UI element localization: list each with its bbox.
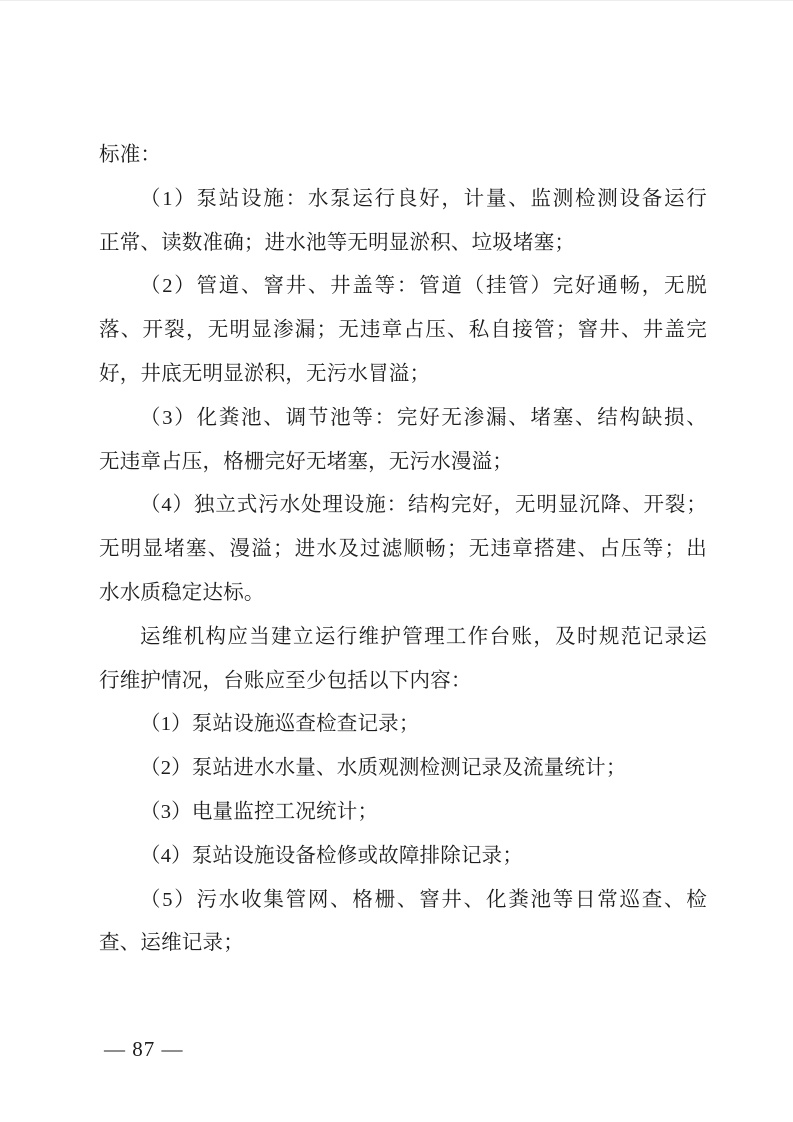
paragraph bbox=[99, 616, 707, 704]
paragraph bbox=[99, 134, 707, 178]
paragraph bbox=[99, 747, 707, 791]
paragraph bbox=[99, 703, 707, 747]
text-line: 落、开裂，无明显渗漏；无违章占压、私自接管；窨井、井盖完 bbox=[99, 319, 707, 342]
text-line: 正常、读数准确；进水池等无明显淤积、垃圾堵塞； bbox=[99, 231, 576, 254]
paragraph bbox=[99, 879, 707, 967]
text-line: （4）独立式污水处理设施：结构完好，无明显沉降、开裂； bbox=[140, 494, 707, 517]
text-line: （1）泵站设施巡查检查记录； bbox=[140, 713, 420, 736]
paragraph bbox=[99, 265, 707, 396]
text-line: 无明显堵塞、漫溢；进水及过滤顺畅；无违章搭建、占压等；出 bbox=[99, 538, 707, 561]
text-line: 水水质稳定达标。 bbox=[99, 581, 265, 604]
text-line: （1）泵站设施：水泵运行良好，计量、监测检测设备运行 bbox=[140, 187, 707, 210]
text-line: 无违章占压，格栅完好无堵塞，无污水漫溢； bbox=[99, 450, 513, 473]
text-line: （2）泵站进水水量、水质观测检测记录及流量统计； bbox=[140, 757, 627, 780]
text-line: 运维机构应当建立运行维护管理工作台账，及时规范记录运 bbox=[140, 625, 707, 648]
text-line: （3）电量监控工况统计； bbox=[140, 800, 379, 823]
paragraph bbox=[99, 484, 707, 615]
text-line: 标准： bbox=[99, 144, 162, 166]
text-line: （3）化粪池、调节池等：完好无渗漏、堵塞、结构缺损、 bbox=[140, 406, 707, 429]
document-body bbox=[99, 134, 707, 966]
text-line: 查、运维记录； bbox=[99, 932, 244, 955]
paragraph bbox=[99, 178, 707, 266]
page-number: — 87 — bbox=[104, 1037, 184, 1061]
paragraph bbox=[99, 791, 707, 835]
text-line: （2）管道、窨井、井盖等：管道（挂管）完好通畅，无脱 bbox=[140, 275, 707, 298]
text-line: （4）泵站设施设备检修或故障排除记录； bbox=[140, 844, 524, 867]
text-line: 行维护情况，台账应至少包括以下内容： bbox=[99, 669, 472, 692]
paragraph bbox=[99, 835, 707, 879]
text-line: 好，井底无明显淤积，无污水冒溢； bbox=[99, 362, 431, 385]
paragraph bbox=[99, 397, 707, 485]
text-line: （5）污水收集管网、格栅、窨井、化粪池等日常巡查、检 bbox=[140, 888, 707, 911]
